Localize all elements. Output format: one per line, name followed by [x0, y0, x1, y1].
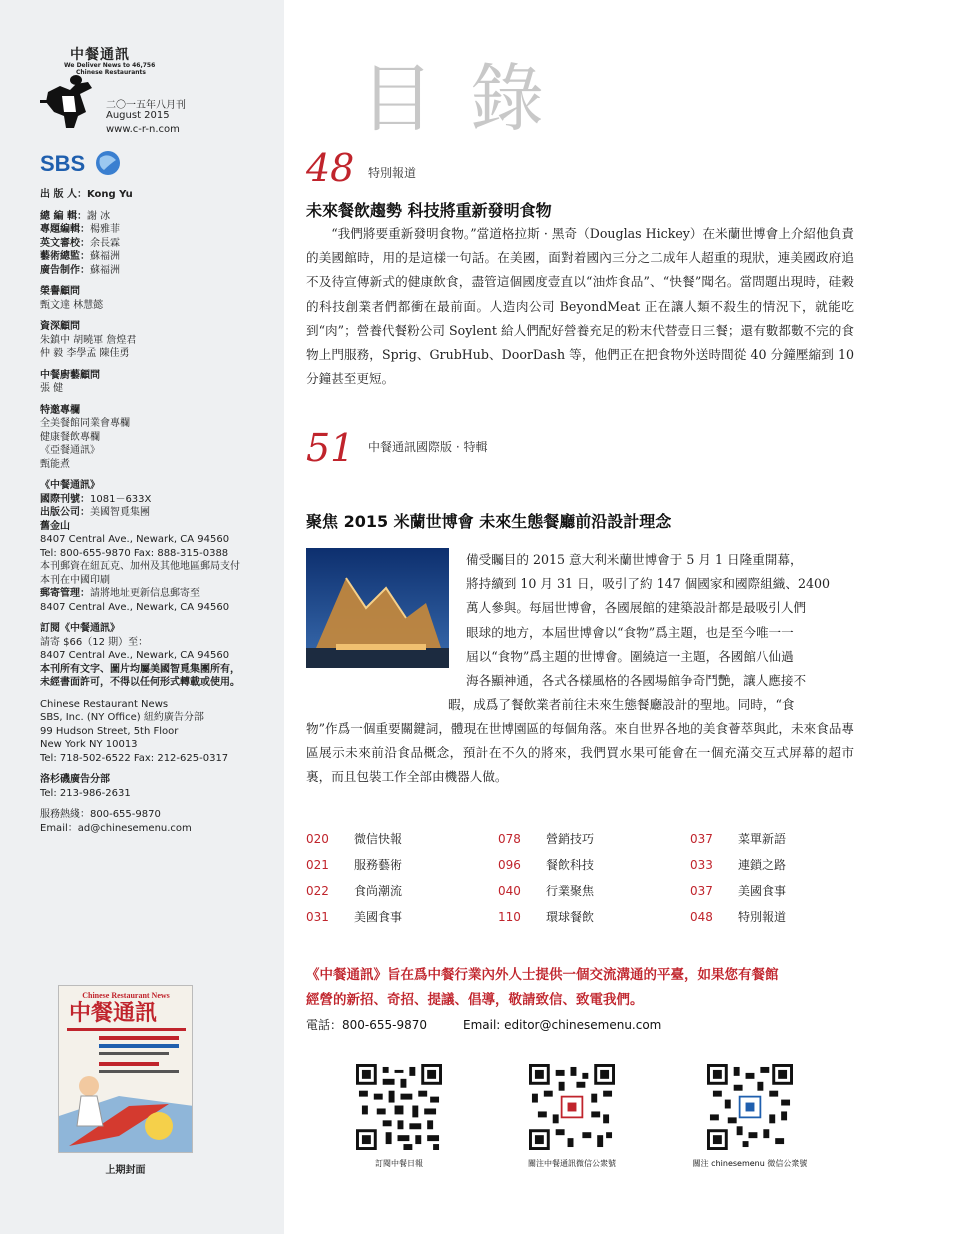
toc-page: 033 — [690, 858, 713, 872]
senior-advisors: 朱鎮中 胡曉軍 詹煌君 — [40, 334, 137, 346]
honorary-advisors: 甄文達 林慧懿 — [40, 299, 104, 311]
contact-phone[interactable]: 電話：800-655-9870 — [306, 1018, 428, 1032]
sbs-logo-text: SBS — [40, 151, 86, 176]
qr-caption: 訂閱中餐日報 — [375, 1159, 423, 1168]
section-page-number[interactable]: 48 — [306, 146, 355, 190]
toc-item[interactable] — [690, 829, 786, 849]
toc-label: 菜單新語 — [738, 832, 787, 846]
editor-role: 專題編輯： — [40, 224, 90, 235]
logo-tagline-2: Chinese Restaurants — [76, 69, 146, 76]
toc-item[interactable] — [498, 907, 594, 927]
toc-item[interactable] — [306, 907, 402, 927]
editor-role: 英文審校： — [40, 237, 90, 249]
cover-illustration — [59, 986, 193, 1153]
toc-label: 特別報道 — [738, 910, 787, 924]
toc-label: 美國食事 — [354, 910, 403, 924]
rights-notice: 未經書面許可，不得以任何形式轉載或使用。 — [40, 677, 240, 688]
submission-notice — [306, 963, 846, 1013]
sf-address: 8407 Central Ave., Newark, CA 94560 — [40, 534, 230, 545]
column-item: 健康餐飲專欄 — [40, 431, 100, 443]
ny-office: Chinese Restaurant News — [40, 698, 169, 710]
toc-page: 022 — [306, 884, 329, 898]
toc-item[interactable] — [306, 855, 402, 875]
magazine-title: 《中餐通訊》 — [40, 480, 100, 491]
la-office-title: 洛杉磯廣告分部 — [40, 774, 110, 785]
toc-item[interactable] — [690, 881, 786, 901]
senior-advisors-title: 資深顧問 — [40, 321, 80, 332]
editor-name: 蘇福洲 — [90, 264, 120, 276]
toc-page: 078 — [498, 832, 521, 846]
editor-name: 蘇福洲 — [90, 251, 120, 262]
cover-masthead-cn: 中餐通訊 — [69, 1000, 158, 1026]
toc-item[interactable] — [498, 829, 594, 849]
toc-label: 餐飲科技 — [546, 858, 595, 872]
issn-label: 國際刊號： — [40, 493, 90, 505]
credits-list — [40, 188, 276, 835]
toc-page: 110 — [498, 910, 521, 924]
toc-label: 行業聚焦 — [546, 884, 595, 898]
ny-office: SBS, Inc. (NY Office) 紐約廣告分部 — [40, 712, 204, 723]
contact-line — [306, 1016, 661, 1033]
expo-pavilion-photo — [306, 548, 449, 668]
ny-office: 99 Hudson Street, 5th Floor — [40, 725, 179, 737]
columns-title: 特邀專欄 — [40, 404, 80, 416]
article-summary-wrap — [466, 548, 854, 693]
sf-phone: Tel: 800-655-9870 Fax: 888-315-0388 — [40, 547, 229, 559]
ny-office: Tel: 718-502-6522 Fax: 212-625-0317 — [40, 752, 229, 764]
honorary-advisors-title: 榮譽顧問 — [40, 286, 80, 297]
toc-page: 096 — [498, 858, 521, 872]
article-headline[interactable]: 未來餐飲趨勢 科技將重新發明食物 — [306, 201, 552, 220]
issue-date-cn: 二〇一五年八月刊 — [106, 100, 186, 111]
article-line: 眼球的地方，本屆世博會以“食物”爲主題，也是至今唯一一 — [466, 624, 794, 640]
article-line: 備受矚目的 2015 意大利米蘭世博會于 5 月 1 日隆重開幕， — [466, 552, 803, 567]
toc-page: 037 — [690, 832, 713, 846]
printing-note: 本刊在中國印刷 — [40, 574, 110, 586]
senior-advisors: 仲 毅 李學孟 陳佳勇 — [40, 348, 130, 359]
article-line: 暇，成爲了餐飲業者前往未來生態餐廳設計的聖地。同時，“食 — [448, 697, 795, 712]
qr-code-icon[interactable] — [356, 1064, 442, 1150]
masthead-sidebar — [0, 0, 284, 1234]
toc-label: 微信快報 — [354, 832, 403, 846]
editor-role: 藝術總監： — [40, 251, 90, 262]
toc-label: 食尚潮流 — [354, 884, 403, 898]
toc-label: 連鎖之路 — [738, 858, 787, 872]
mail-label: 郵寄管理： — [40, 588, 90, 599]
article-line: 海各顯神通，各式各樣風格的各國場館争奇鬥艷，讓人應接不 — [466, 673, 807, 689]
article-line: 將持續到 10 月 31 日，吸引了約 147 個國家和國際組織、2400 — [466, 576, 831, 592]
toc-page: 031 — [306, 910, 329, 924]
pavilion-image — [306, 548, 449, 668]
chef-advisor-title: 中餐廚藝顧問 — [40, 369, 100, 381]
toc-page: 048 — [690, 910, 713, 924]
notice-line: 經營的新招、奇招、提議、倡導，敬請致信、致電我們。 — [306, 992, 644, 1008]
logo-tagline: We Deliver News to 46,756 — [64, 62, 156, 69]
company: 美國智覓集團 — [90, 507, 150, 518]
section-tag: 中餐通訊國際版 · 特輯 — [368, 440, 488, 454]
subscribe-address: 8407 Central Ave., Newark, CA 94560 — [40, 650, 230, 661]
article-line: 屆以“食物”爲主題的世博會。圍繞這一主題，各國館八仙過 — [466, 648, 794, 664]
cover-masthead-en: Chinese Restaurant News — [82, 991, 170, 1000]
qr-code-icon[interactable] — [529, 1064, 615, 1150]
qr-caption: 關注中餐通訊微信公衆號 — [528, 1159, 616, 1168]
editor-name: 楊雅菲 — [90, 224, 120, 235]
logo-title: 中餐通訊 — [70, 47, 130, 63]
section-tag: 特別報道 — [368, 166, 417, 180]
toc-label: 營銷技巧 — [546, 832, 595, 846]
toc-label: 美國食事 — [738, 884, 787, 898]
qr-code-icon[interactable] — [707, 1064, 793, 1150]
website-link[interactable]: www.c-r-n.com — [106, 124, 180, 135]
article-summary-continued: 物”作爲一個重要關鍵詞，體現在世博園區的每個角落。來自世界各地的美食薈萃與此，未來食品專區展示未來前沿食品概念，預計在不久的將來，我們買水果可能會在一個充滿交互式屏幕的超市裏，而且包裝工作全部由機器人做。 — [306, 721, 854, 785]
toc-item[interactable] — [306, 829, 402, 849]
article-headline[interactable]: 聚焦 2015 米蘭世博會 未來生態餐廳前沿設計理念 — [306, 512, 672, 531]
column-item: 全美餐館同業會專欄 — [40, 418, 130, 429]
toc-label: 服務藝術 — [354, 858, 403, 872]
toc-item[interactable] — [690, 855, 786, 875]
column-item: 甄能煮 — [40, 458, 70, 470]
rights-notice: 本刊所有文字、圖片均屬美國智覓集團所有， — [40, 663, 240, 675]
la-phone: Tel: 213-986-2631 — [40, 787, 131, 799]
ad-email[interactable]: Email：ad@chinesemenu.com — [40, 822, 192, 834]
editor-role: 廣告制作： — [40, 264, 90, 276]
article-line: 萬人參與。每屆世博會，各國展館的建築設計都是最吸引人們 — [466, 600, 807, 616]
service-hotline: 服務熱綫：800-655-9870 — [40, 809, 161, 820]
previous-cover-image[interactable] — [58, 985, 193, 1153]
toc-item[interactable] — [306, 881, 402, 901]
sf-office-title: 舊金山 — [40, 520, 70, 532]
previous-cover-caption: 上期封面 — [105, 1165, 146, 1176]
toc-item[interactable] — [498, 881, 594, 901]
sbs-logo — [40, 148, 130, 178]
toc-page: 020 — [306, 832, 329, 846]
subscribe-text: 請寄 $66（12 期）至： — [40, 636, 149, 648]
waiter-icon — [40, 72, 100, 130]
publication-logo — [40, 40, 270, 140]
column-item: 《亞餐通訊》 — [40, 445, 100, 456]
issue-date-en: August 2015 — [106, 110, 170, 121]
article-summary: “我們將要重新發明食物。”當道格拉斯 · 黑奇（Douglas Hickey）在米蘭世博會上介紹他負責的美國館時，用的是這樣一句話。在美國，面對着國內三分之二成年人超重的現狀，連美國政府追不及待宣傳新式的健康飲食，盡管這個國度壹直以“油炸食品”、“快餐”聞名。當問題出現時，硅穀的科技創業者們都衝在最前面。人造肉公司 BeyondMeat 正在讓人類不殺生的情況下，就能吃到“肉”；營養代餐粉公司 Soylent 給人們配好營養充足的粉末代替壹日三餐；還有數都數不完的食物上門服務，Sprig、GrubHub、DoorDash 等，他們正在把食物外送時間從 40 分鐘壓縮到 10 分鐘甚至更短。 — [306, 226, 854, 387]
editor-role: 總 編 輯： — [40, 210, 87, 222]
qr-caption: 關注 chinesemenu 微信公衆號 — [692, 1159, 808, 1168]
ny-office: New York NY 10013 — [40, 739, 138, 750]
notice-line: 《中餐通訊》旨在爲中餐行業內外人士提供一個交流溝通的平臺，如果您有餐館 — [306, 967, 779, 983]
company-label: 出版公司： — [40, 507, 90, 518]
publisher: 出 版 人：Kong Yu — [40, 189, 133, 200]
editor-name: 謝 冰 — [86, 210, 111, 222]
issn: 1081－633X — [90, 493, 152, 505]
postage-note: 本刊郵資在紐瓦克、加州及其他地區郵局支付 — [40, 561, 240, 572]
toc-item[interactable] — [690, 907, 786, 927]
toc-page: 040 — [498, 884, 521, 898]
mail-address: 8407 Central Ave., Newark, CA 94560 — [40, 601, 230, 613]
section-page-number[interactable]: 51 — [306, 426, 355, 470]
toc-item[interactable] — [498, 855, 594, 875]
editor-name: 余長霖 — [90, 237, 120, 249]
mail-text: 請將地址更新信息郵寄至 — [90, 588, 200, 599]
chef-advisor: 張 健 — [40, 383, 64, 394]
toc-page: 037 — [690, 884, 713, 898]
page-title: 目錄 — [360, 56, 580, 142]
contact-email[interactable]: Email: editor@chinesemenu.com — [463, 1018, 662, 1032]
subscribe-title: 訂閱《中餐通訊》 — [40, 623, 120, 634]
toc-label: 環球餐飲 — [546, 910, 595, 924]
toc-page: 021 — [306, 858, 329, 872]
